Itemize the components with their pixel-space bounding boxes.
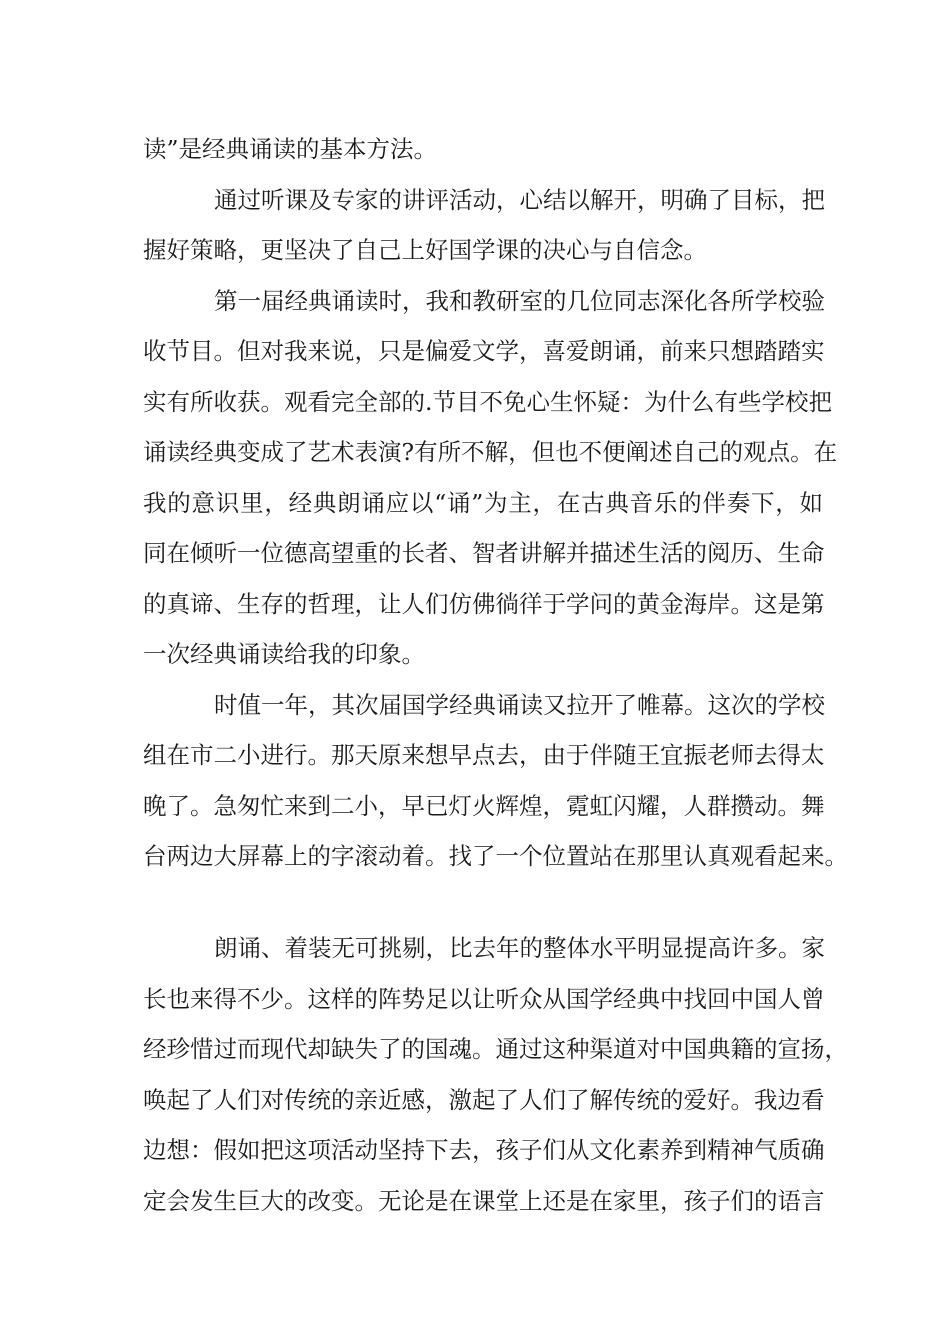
paragraph-first-line: 时值一年，其次届国学经典诵读又拉开了帷幕。这次的学校 [214,691,825,719]
text-line: 实有所收获。观看完全部的.节目不免心生怀疑：为什么有些学校把 [143,388,832,416]
text-line: 的真谛、生存的哲理，让人们仿佛徜徉于学问的黄金海岸。这是第 [143,590,825,618]
text-line: 握好策略，更坚决了自己上好国学课的决心与自信念。 [143,236,707,264]
text-line: 我的意识里，经典朗诵应以“诵”为主，在古典音乐的伴奏下，如 [143,489,823,517]
text-line: 定会发生巨大的改变。无论是在课堂上还是在家里，孩子们的语言 [143,1187,825,1215]
text-line: 台两边大屏幕上的字滚动着。找了一个位置站在那里认真观看起来。 [143,842,848,870]
paragraph-first-line: 第一届经典诵读时，我和教研室的几位同志深化各所学校验 [214,287,825,315]
paragraph-first-line: 朗诵、着装无可挑剔，比去年的整体水平明显提高许多。家 [214,934,825,962]
text-line: 收节目。但对我来说，只是偏爱文学，喜爱朗诵，前来只想踏踏实 [143,337,825,365]
text-line: 边想：假如把这项活动坚持下去，孩子们从文化素养到精神气质确 [143,1136,825,1164]
text-line: 晚了。急匆忙来到二小，早已灯火辉煌，霓虹闪耀，人群攒动。舞 [143,792,825,820]
text-line: 长也来得不少。这样的阵势足以让听众从国学经典中找回中国人曾 [143,985,825,1013]
text-line: 组在市二小进行。那天原来想早点去，由于伴随王宜振老师去得太 [143,741,825,769]
text-line: 诵读经典变成了艺术表演?有所不解，但也不便阐述自己的观点。在 [143,438,838,466]
paragraph-first-line: 通过听课及专家的讲评活动，心结以解开，明确了目标，把 [214,186,825,214]
text-line: 唤起了人们对传统的亲近感，激起了人们了解传统的爱好。我边看 [143,1086,825,1114]
text-line: 经珍惜过而现代却缺失了的国魂。通过这种渠道对中国典籍的宣扬， [143,1035,848,1063]
text-line: 同在倾听一位德高望重的长者、智者讲解并描述生活的阅历、生命 [143,539,825,567]
text-line: 读”是经典诵读的基本方法。 [143,135,438,163]
text-line: 一次经典诵读给我的印象。 [143,640,425,668]
